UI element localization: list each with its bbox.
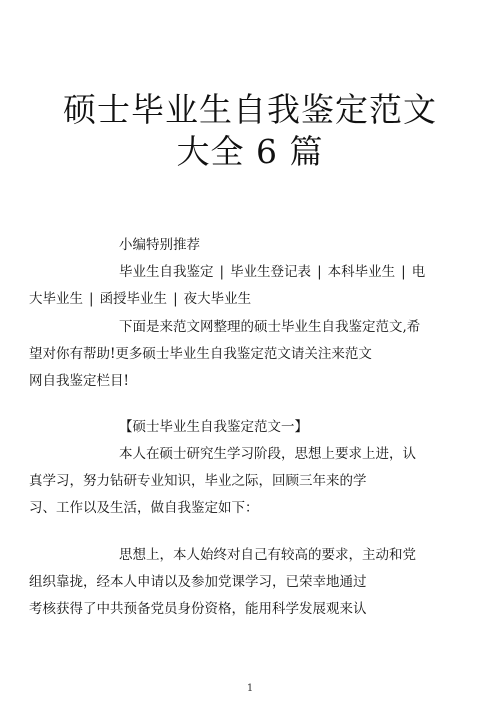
link-graduate-registration-form[interactable]: 毕业生登记表 <box>230 264 312 280</box>
document-title-line-2: 大全 6 篇 <box>176 132 324 171</box>
link-undergraduate[interactable]: 本科毕业生 <box>327 264 396 280</box>
link-separator: | <box>219 264 225 280</box>
recommend-label: 小编特别推荐 <box>119 237 200 253</box>
link-graduate-self-appraisal[interactable]: 毕业生自我鉴定 <box>119 264 214 280</box>
related-links-row-1 <box>119 259 425 287</box>
para2-line-1: 思想上，本人始终对自己有较高的要求，主动和党 <box>119 547 416 563</box>
intro-line-2: 望对你有帮助!更多硕士毕业生自我鉴定范文请关注来范文 <box>29 346 372 362</box>
link-correspondence-graduate[interactable]: 函授毕业生 <box>99 291 168 307</box>
para1-line-3: 习、工作以及生活，做自我鉴定如下： <box>29 500 259 516</box>
link-separator: | <box>317 264 322 280</box>
section-heading-1: 【硕士毕业生自我鉴定范文一】 <box>119 419 308 435</box>
para2-line-2: 组织靠拢，经本人申请以及参加党课学习，已荣幸地通过 <box>29 574 367 590</box>
intro-line-3: 网自我鉴定栏目! <box>29 373 129 389</box>
link-tv-university-graduate-part1[interactable]: 电 <box>411 264 426 280</box>
page-number: 1 <box>246 683 254 694</box>
para2-line-3: 考核获得了中共预备党员身份资格，能用科学发展观来认 <box>29 601 367 617</box>
link-separator: | <box>89 291 94 307</box>
document-title-line-1: 硕士毕业生自我鉴定范文 <box>63 90 437 129</box>
para1-line-2: 真学习，努力钻研专业知识，毕业之际，回顾三年来的学 <box>29 473 367 489</box>
link-tv-university-graduate-part2[interactable]: 大毕业生 <box>29 291 83 307</box>
related-links-row-2 <box>29 286 251 314</box>
para1-line-1: 本人在硕士研究生学习阶段，思想上要求上进，认 <box>119 446 416 462</box>
intro-line-1: 下面是来范文网整理的硕士毕业生自我鉴定范文,希 <box>119 319 421 335</box>
link-separator: | <box>401 264 406 280</box>
link-night-university-graduate[interactable]: 夜大毕业生 <box>183 291 252 307</box>
link-separator: | <box>173 291 178 307</box>
